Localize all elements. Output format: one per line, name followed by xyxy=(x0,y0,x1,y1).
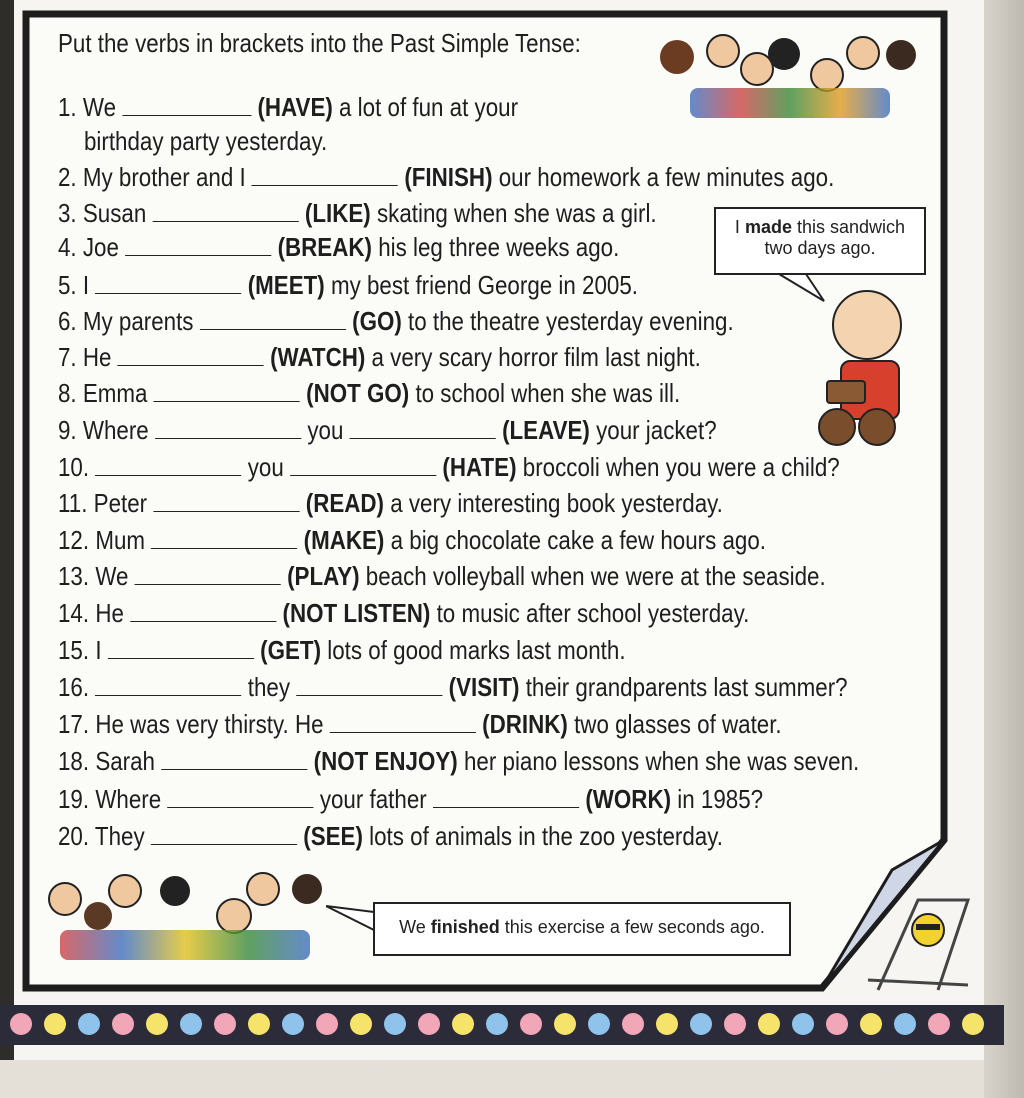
character-head xyxy=(858,408,896,446)
list-item xyxy=(58,821,723,852)
right-edge-shadow xyxy=(984,0,1024,1098)
sentence-text: My brother and I xyxy=(82,162,246,192)
sentence-text: a lot of fun at your xyxy=(339,92,519,122)
page-title: Put the verbs in brackets into the Past Simple Tense: xyxy=(58,28,581,58)
sentence-text: 12. xyxy=(58,525,90,555)
character-head xyxy=(846,36,880,70)
list-item xyxy=(58,415,717,446)
sentence-text: they xyxy=(247,672,291,702)
sentence-text: We xyxy=(95,561,129,591)
sentence-text: Sarah xyxy=(95,746,155,776)
sentence-text: 17. xyxy=(58,709,90,739)
sentence-text: beach volleyball when we were at the seaside. xyxy=(365,561,826,591)
sentence-text: to the theatre yesterday evening. xyxy=(408,306,734,336)
list-item xyxy=(58,270,638,301)
verb-prompt: (MAKE) xyxy=(303,525,385,555)
answer-blank[interactable] xyxy=(153,493,299,512)
flower-icon xyxy=(622,1013,644,1035)
sentence-text: 13. xyxy=(58,561,90,591)
sentence-text: to school when she was ill. xyxy=(415,378,681,408)
flower-icon xyxy=(962,1013,984,1035)
verb-prompt: (GET) xyxy=(260,635,322,665)
sentence-text: lots of animals in the zoo yesterday. xyxy=(369,821,723,851)
bubble-text: We xyxy=(399,917,426,937)
answer-blank[interactable] xyxy=(153,203,299,222)
verb-prompt: (LIKE) xyxy=(304,198,371,228)
answer-blank[interactable] xyxy=(433,789,579,808)
sentence-text: My parents xyxy=(82,306,194,336)
answer-blank[interactable] xyxy=(108,640,254,659)
sentence-text: in 1985? xyxy=(677,784,764,814)
flower-icon xyxy=(78,1013,100,1035)
speech-bubble-sandwich xyxy=(714,207,926,275)
bubble-text: I xyxy=(734,217,740,237)
sentence-text: 2. xyxy=(58,162,77,192)
sentence-text: 6. xyxy=(58,306,77,336)
flower-icon xyxy=(10,1013,32,1035)
flower-icon xyxy=(588,1013,610,1035)
list-item xyxy=(58,162,834,193)
flower-icon xyxy=(690,1013,712,1035)
verb-prompt: (WORK) xyxy=(585,784,672,814)
flower-icon xyxy=(758,1013,780,1035)
list-item xyxy=(58,378,680,409)
sentence-text: his leg three weeks ago. xyxy=(378,232,620,262)
answer-blank[interactable] xyxy=(296,677,442,696)
sentence-text: 9. xyxy=(58,415,77,445)
verb-prompt: (NOT LISTEN) xyxy=(282,598,431,628)
sentence-text: your jacket? xyxy=(596,415,717,445)
flower-icon xyxy=(860,1013,882,1035)
list-item xyxy=(58,635,626,666)
verb-prompt: (NOT ENJOY) xyxy=(313,746,458,776)
verb-prompt: (GO) xyxy=(352,306,402,336)
sentence-text: you xyxy=(247,452,284,482)
sentence-text: They xyxy=(94,821,145,851)
list-item xyxy=(58,525,766,556)
character-head xyxy=(660,40,694,74)
verb-prompt: (DRINK) xyxy=(482,709,568,739)
sentence-text: He xyxy=(95,598,124,628)
flower-icon xyxy=(384,1013,406,1035)
verb-prompt: (NOT GO) xyxy=(306,378,410,408)
sentence-text: birthday party yesterday. xyxy=(84,126,328,156)
list-item xyxy=(58,746,859,777)
flower-icon xyxy=(724,1013,746,1035)
sentence-text: a big chocolate cake a few hours ago. xyxy=(390,525,767,555)
verb-prompt: (FINISH) xyxy=(404,162,493,192)
list-item xyxy=(58,92,518,123)
sentence-text: to music after school yesterday. xyxy=(436,598,750,628)
bubble-text: this exercise a few seconds ago. xyxy=(504,917,765,937)
flower-icon xyxy=(928,1013,950,1035)
sentence-text: 15. xyxy=(58,635,90,665)
sentence-text: our homework a few minutes ago. xyxy=(498,162,835,192)
sentence-text: you xyxy=(307,415,344,445)
verb-prompt: (LEAVE) xyxy=(502,415,590,445)
verb-prompt: (PLAY) xyxy=(287,561,360,591)
flower-icon xyxy=(452,1013,474,1035)
character-head xyxy=(706,34,740,68)
list-item xyxy=(84,126,327,157)
sentence-text: Where xyxy=(95,784,162,814)
verb-prompt: (HAVE) xyxy=(257,92,333,122)
character-head xyxy=(886,40,916,70)
sentence-text: 1. xyxy=(58,92,77,122)
list-item xyxy=(58,488,723,519)
list-item xyxy=(58,306,734,337)
answer-blank[interactable] xyxy=(125,237,271,256)
flower-icon xyxy=(282,1013,304,1035)
sentence-text: 16. xyxy=(58,672,90,702)
sentence-text: He xyxy=(82,342,112,372)
sentence-text: 19. xyxy=(58,784,90,814)
sentence-text: 8. xyxy=(58,378,77,408)
flower-border xyxy=(0,1005,1004,1045)
sentence-text: a very interesting book yesterday. xyxy=(390,488,723,518)
list-item xyxy=(58,672,848,703)
character-head xyxy=(832,290,902,360)
flower-icon xyxy=(180,1013,202,1035)
sentence-text: 4. xyxy=(58,232,77,262)
flower-icon xyxy=(418,1013,440,1035)
answer-blank[interactable] xyxy=(155,420,301,439)
answer-blank[interactable] xyxy=(200,311,346,330)
sentence-text: Susan xyxy=(82,198,147,228)
sentence-text: their grandparents last summer? xyxy=(525,672,848,702)
list-item xyxy=(58,198,657,229)
answer-blank[interactable] xyxy=(330,714,476,733)
character-head xyxy=(84,902,112,930)
list-item xyxy=(58,232,619,263)
sentence-text: 7. xyxy=(58,342,77,372)
flower-icon xyxy=(520,1013,542,1035)
speech-bubble-finished xyxy=(373,902,791,956)
sentence-text: 14. xyxy=(58,598,90,628)
sentence-text: 5. xyxy=(58,270,77,300)
cartoon-bird-deckchair xyxy=(858,890,978,1000)
answer-blank[interactable] xyxy=(95,677,241,696)
sentence-text: two glasses of water. xyxy=(574,709,782,739)
sentence-text: her piano lessons when she was seven. xyxy=(463,746,860,776)
cartoon-characters-bottom xyxy=(40,868,330,968)
character-head xyxy=(216,898,252,934)
answer-blank[interactable] xyxy=(130,603,276,622)
sentence-text: Mum xyxy=(95,525,146,555)
sentence-text: my best friend George in 2005. xyxy=(330,270,638,300)
sentence-text: 3. xyxy=(58,198,77,228)
cartoon-characters-top xyxy=(650,32,925,127)
character-head xyxy=(108,874,142,908)
answer-blank[interactable] xyxy=(151,530,297,549)
answer-blank[interactable] xyxy=(95,457,241,476)
flower-icon xyxy=(316,1013,338,1035)
flower-icon xyxy=(486,1013,508,1035)
list-item xyxy=(58,784,763,815)
character-head xyxy=(292,874,322,904)
flower-icon xyxy=(146,1013,168,1035)
sentence-text: 11. xyxy=(58,488,88,518)
sentence-text: I xyxy=(95,635,102,665)
flower-icon xyxy=(656,1013,678,1035)
sentence-text: Peter xyxy=(93,488,148,518)
answer-blank[interactable] xyxy=(135,566,281,585)
verb-prompt: (WATCH) xyxy=(270,342,366,372)
flower-icon xyxy=(248,1013,270,1035)
sentence-text: a very scary horror film last night. xyxy=(371,342,701,372)
character-head xyxy=(768,38,800,70)
answer-blank[interactable] xyxy=(167,789,313,808)
flower-icon xyxy=(554,1013,576,1035)
sentence-text: I xyxy=(82,270,90,300)
answer-blank[interactable] xyxy=(154,383,300,402)
answer-blank[interactable] xyxy=(350,420,496,439)
list-item xyxy=(58,598,749,629)
bubble-text: this sandwich xyxy=(797,217,906,237)
answer-blank[interactable] xyxy=(161,751,307,770)
verb-prompt: (MEET) xyxy=(247,270,325,300)
verb-prompt: (VISIT) xyxy=(448,672,520,702)
bubble-text xyxy=(716,217,924,238)
answer-blank[interactable] xyxy=(290,457,436,476)
answer-blank[interactable] xyxy=(118,347,264,366)
sentence-text: 10. xyxy=(58,452,90,482)
sentence-text: lots of good marks last month. xyxy=(327,635,626,665)
answer-blank[interactable] xyxy=(151,826,297,845)
list-item xyxy=(58,452,840,483)
sentence-text: We xyxy=(82,92,117,122)
flower-icon xyxy=(44,1013,66,1035)
character-head xyxy=(818,408,856,446)
character-head xyxy=(48,882,82,916)
character-head xyxy=(160,876,190,906)
flower-icon xyxy=(112,1013,134,1035)
left-edge-shadow xyxy=(0,0,14,1060)
bubble-text: made xyxy=(744,217,792,237)
list-item xyxy=(58,342,701,373)
flower-icon xyxy=(826,1013,848,1035)
verb-prompt: (HATE) xyxy=(442,452,517,482)
answer-blank[interactable] xyxy=(252,167,398,186)
list-item xyxy=(58,561,826,592)
flower-icon xyxy=(350,1013,372,1035)
list-item xyxy=(58,709,782,740)
flower-icon xyxy=(792,1013,814,1035)
sentence-text: broccoli when you were a child? xyxy=(522,452,840,482)
verb-prompt: (READ) xyxy=(305,488,385,518)
sentence-text: skating when she was a girl. xyxy=(376,198,657,228)
sentence-text: 18. xyxy=(58,746,90,776)
sentence-text: Where xyxy=(82,415,149,445)
bubble-text: two days ago. xyxy=(764,238,876,258)
cartoon-boy-sandwich xyxy=(818,290,908,450)
bubble-text: finished xyxy=(430,917,500,937)
answer-blank[interactable] xyxy=(95,275,241,294)
answer-blank[interactable] xyxy=(122,97,251,116)
sentence-text: Emma xyxy=(82,378,148,408)
verb-prompt: (SEE) xyxy=(303,821,363,851)
flower-icon xyxy=(214,1013,236,1035)
flower-icon xyxy=(894,1013,916,1035)
character-head xyxy=(810,58,844,92)
sentence-text: Joe xyxy=(82,232,119,262)
character-head xyxy=(246,872,280,906)
sentence-text: 20. xyxy=(58,821,90,851)
sentence-text: your father xyxy=(319,784,427,814)
sentence-text: He was very thirsty. He xyxy=(95,709,324,739)
verb-prompt: (BREAK) xyxy=(277,232,372,262)
